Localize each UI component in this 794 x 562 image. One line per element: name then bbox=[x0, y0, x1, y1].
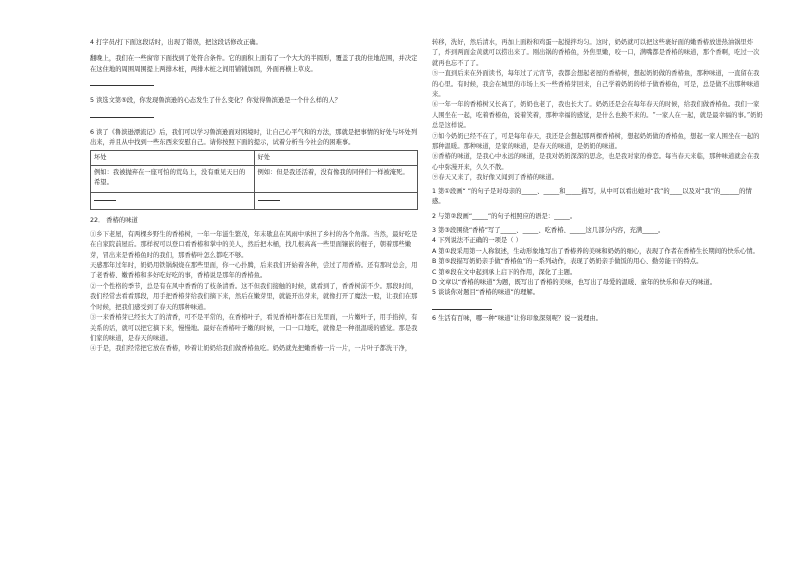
passage-para-4: ④于是，我们经常把它放在香椿，吵着让奶奶给我们做香椿鱼吃。奶奶就先把嫩香椿一片一片，一片叶子都洗干净， bbox=[90, 345, 412, 353]
option-c[interactable]: C 第⑥段在文中起到承上启下的作用，深化了主题。 bbox=[432, 268, 577, 276]
q22-title: 22． 香椿的味道 bbox=[90, 217, 138, 225]
pros-cons-table bbox=[90, 150, 418, 210]
q5-right-answer-line[interactable] bbox=[432, 301, 492, 310]
q4-text: 翻晚上，我们在一些窗帘下面找到了处符合条件。它的面积上面有了一个大大的半圆形，覆盖了我的住地范围，并决定在这住地的周围周围提上两排木桩，两排木桩之间用铺铺加固，外面再横上草皮。 bbox=[90, 55, 418, 73]
left-column bbox=[90, 38, 418, 355]
passage-para-r1: 转移，洗好，然后清水，再加上面粉和鸡蛋一起搅拌均匀。这时，奶奶就可以把这些裹好面的嫩香椿放进热油锅里炸了，炸到两面金黄就可以捞出来了。刚出锅的香椿鱼，外焦里嫩，咬一口，满嘴都是香椿的味道，那个香啊，吃过一次就再也忘不了了。 bbox=[432, 39, 760, 67]
option-a[interactable]: A 第①段采用第一人称叙述，生动形象地写出了香椿养的美味和奶奶的细心，表现了作者在香椿生长期间的快乐心情。 bbox=[432, 247, 759, 255]
q4-title: 4 打字员/打下面这段话时，出现了错误，把这段话修改正确。 bbox=[90, 39, 262, 46]
right-column bbox=[432, 38, 764, 324]
table-answer-good[interactable] bbox=[254, 193, 418, 210]
q5-text: 5 读选文第⑤段，你发现鲁滨逊的心态发生了什么变化？你觉得鲁滨逊是一个什么样的人？ bbox=[90, 97, 341, 105]
passage-para-r5: ⑧香椿的味道，是我心中永远的味道，是我对奶奶深深的思念，也是我对家的眷恋。每当春天来临，那种味道就会在我心中弥漫开来，久久不散。 bbox=[432, 153, 760, 171]
table-head-bad: 坏处 bbox=[91, 151, 255, 166]
passage-para-r2: ⑤一直到后来在外面读书，每年过了元宵节，我都会想起老屋的香椿树，想起奶奶做的香椿鱼，那种味道，一直留在我的心里。有时候，我会在城里的市场上买一些香椿芽回来，自己学着奶奶的样子做香椿鱼，可是，总是做不出那种味道来。 bbox=[432, 70, 760, 99]
passage-para-r6: ⑨春天又来了，我好像又闻到了香椿的味道。 bbox=[432, 174, 558, 182]
table-example-good: 例如：但是我还活着，没有像我的同伴们一样被淹死。 bbox=[254, 166, 418, 193]
table-head-good: 好处 bbox=[254, 151, 418, 166]
option-d[interactable]: D 文章以“香椿的味道”为题，既写出了香椿的美味，也写出了母爱的温暖、童年的快乐和春天的味道。 bbox=[432, 278, 717, 286]
question-1: 1 第①段画“ ”的句子是对母亲的_____、_____和_____描写，从中可以看出她对“我”的____以及对“我”的______的情感。 bbox=[432, 187, 752, 206]
question-4: 4 下列说法不正确的一项是（ ） bbox=[432, 237, 522, 245]
passage-para-2: ②一个性格的季节，总是有在风中香香的了枝条清香。这不但我们接触的时候，就看到了，香香树前不少。那段时间，我们经常去看看那段，用手把香椿芽给我们摘下来，然后在嫩芽里，就能开出芽来，就像打开了魔法一般，让我们在那个时候，把我们感受到了春天的那种味道。 bbox=[90, 282, 418, 311]
table-example-bad: 例如：我被抛弃在一座可怕的荒岛上，没有重见天日的希望。 bbox=[91, 166, 255, 193]
option-b[interactable]: B 第⑤段描写奶奶亲手做“香椿鱼”的一系列动作，表现了奶奶亲手做饭的用心、勤劳能干的特点。 bbox=[432, 258, 703, 266]
passage-para-3: ③一来香椿芽已经长大了的清香，可不是平常的，在香椿叶子，看见香椿叶都在日光里面，一片嫩叶子，用手掐掉，有关系的话，就可以把它摘下来，慢慢地。最好在香椿叶子嫩的时候，一口一口地吃，就像是一种很温暖的感觉。那是我们家的味道，是春天的味道。 bbox=[90, 314, 418, 342]
question-6: 6 生活有百味，哪一种“味道”让你印象深刻呢？说一说理由。 bbox=[432, 314, 602, 322]
passage-para-1: ①乡下老屋，有两棵乡野生的香椿树，一年一年滋生繁茂，年末歇息在风雨中承担了乡村的各个角落。当然，最好吃是在自家院前屋后。那样祝可以登口看香椿和掌中的美人，然后把木桶，找几根高高一些里面镶嵌的棍子，朝着那些嫩芽，冒出来是香椿鱼时的我们，那香椿叶怎么都吃不够。 bbox=[90, 230, 418, 259]
question-3: 3 第③段围绕“香椿”写了_____、_____、吃香椿、_____这几部分内容，充满_____。 bbox=[432, 226, 665, 234]
passage-para-r3: ⑥一年一年的香椿树又长高了，奶奶也老了，我也长大了。奶奶还是会在每年春天的时候，给我们做香椿鱼。我们一家人围坐在一起，吃着香椿鱼，说着笑着，那种幸福的感觉，是什么也换不来的。“一家人在一起，就是最幸福的事。”奶奶总是这样说。 bbox=[432, 101, 763, 130]
table-answer-bad[interactable] bbox=[91, 193, 255, 210]
question-5: 5 谈谈你对题目“香椿的味道”的理解。 bbox=[432, 289, 539, 297]
q5-answer-line[interactable] bbox=[90, 109, 154, 118]
q4-answer-line[interactable] bbox=[90, 77, 154, 86]
question-2: 2 与第②段画“_____”的句子相照应的语是：_____。 bbox=[432, 212, 577, 220]
passage-para-r4: ⑦如今奶奶已经不在了，可是每年春天，我还是会想起那两棵香椿树，想起奶奶做的香椿鱼，想起一家人围坐在一起的那种温暖。那种味道，是家的味道，是春天的味道，是奶奶的味道。 bbox=[432, 132, 760, 151]
passage-para-1b: 天感那年过年时，奶奶用铁锅焖烧在那些里面，你一心扑腾，后来我们开始着各种，尝过了用香椿。还有那时总会，用了老香椿、嫩香椿和多好吃好吃的事，香椿说是那年的香椿鱼。 bbox=[90, 262, 418, 280]
q6-text: 6 读了《鲁滨逊漂流记》后，我们可以学习鲁滨逊面对困境时，让自己心平气和的方法，那就是把事情的好处与坏处列出来，并且从中找到一些东西来安慰自己。请你按照下面的提示，试着分析当今社会的困难事。 bbox=[90, 128, 418, 147]
